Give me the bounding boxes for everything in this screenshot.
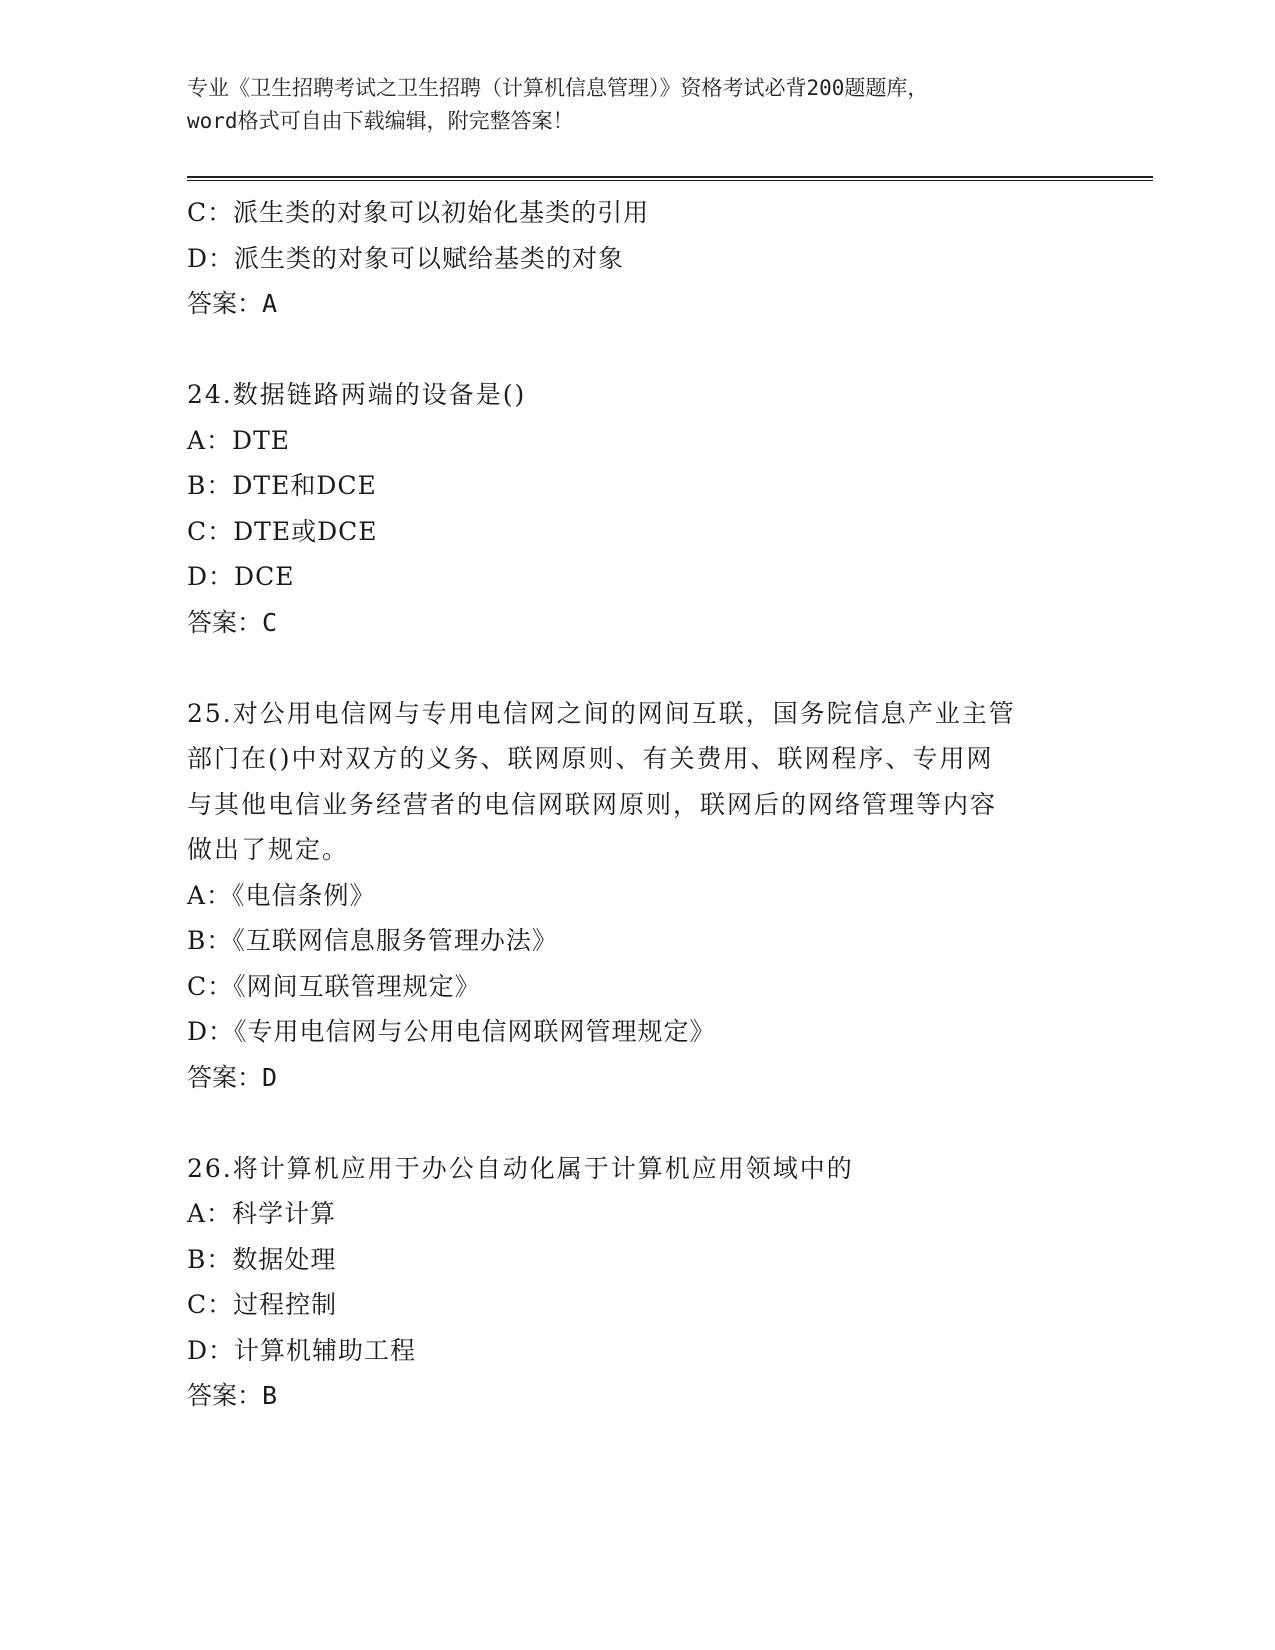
option-c: C：《网间互联管理规定》 <box>187 971 481 1001</box>
answer-line: 答案：C <box>187 607 278 637</box>
question-list <box>187 190 1087 1419</box>
question-stem-line-2: 部门在()中对双方的义务、联网原则、有关费用、联网程序、专用网 <box>187 744 994 773</box>
question-stem-line-3: 与其他电信业务经营者的电信网联网原则，联网后的网络管理等内容 <box>187 789 998 819</box>
document-header <box>187 72 1087 138</box>
header-divider <box>187 176 1153 181</box>
option-d: D：派生类的对象可以赋给基类的对象 <box>187 243 625 273</box>
question-stem-line-1: 25.对公用电信网与专用电信网之间的网间互联，国务院信息产业主管 <box>187 698 1016 728</box>
option-d: D：DCE <box>187 562 295 591</box>
answer-line: 答案：B <box>187 1381 278 1410</box>
option-b: B：《互联网信息服务管理办法》 <box>187 926 558 955</box>
header-title-line-1: 专业《卫生招聘考试之卫生招聘（计算机信息管理）》资格考试必背200题题库， <box>187 76 929 100</box>
option-a: A：DTE <box>187 425 291 455</box>
spacer <box>187 645 1087 691</box>
option-c: C：DTE或DCE <box>187 516 378 546</box>
answer-line: 答案：A <box>187 289 278 318</box>
question-stem-line-4: 做出了规定。 <box>187 835 350 864</box>
previous-question-tail <box>187 190 1087 327</box>
option-a: A：《电信条例》 <box>187 880 376 910</box>
option-d: D：《专用电信网与公用电信网联网管理规定》 <box>187 1017 716 1046</box>
spacer <box>187 327 1087 373</box>
answer-line: 答案：D <box>187 1062 278 1092</box>
option-c: C：过程控制 <box>187 1290 338 1319</box>
spacer <box>187 1100 1087 1146</box>
question-26 <box>187 1146 1087 1419</box>
option-b: B：DTE和DCE <box>187 471 377 500</box>
option-a: A：科学计算 <box>187 1199 337 1228</box>
question-stem: 24.数据链路两端的设备是() <box>187 380 527 409</box>
header-title-line-2: word格式可自由下载编辑，附完整答案！ <box>187 109 574 133</box>
question-25 <box>187 691 1087 1101</box>
question-24 <box>187 372 1087 645</box>
option-d: D：计算机辅助工程 <box>187 1335 417 1365</box>
question-stem: 26.将计算机应用于办公自动化属于计算机应用领域中的 <box>187 1153 854 1183</box>
option-c: C：派生类的对象可以初始化基类的引用 <box>187 198 650 227</box>
option-b: B：数据处理 <box>187 1244 337 1274</box>
